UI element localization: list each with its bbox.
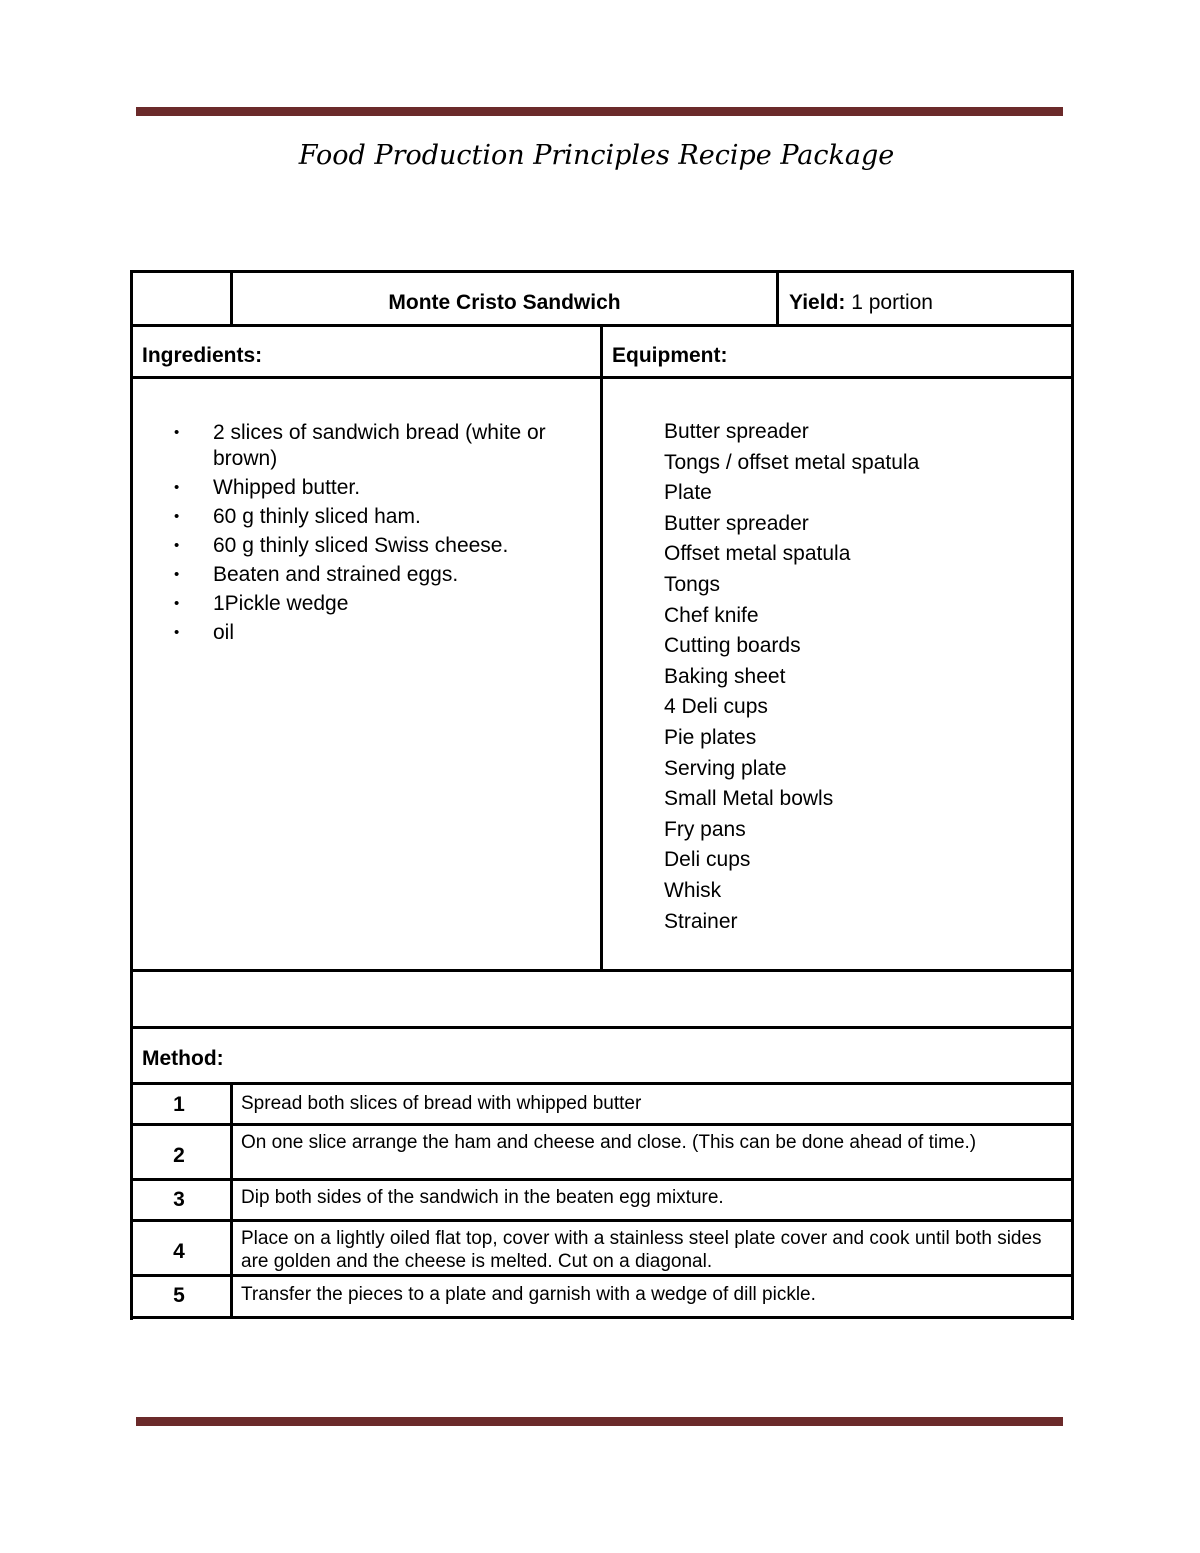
yield — [789, 291, 933, 315]
equipment-item: Serving plate — [664, 756, 787, 780]
ingredients-heading: Ingredients: — [142, 344, 263, 367]
method-step-text: Spread both slices of bread with whipped butter — [241, 1093, 642, 1114]
equipment-item: Plate — [664, 481, 712, 505]
empty-row-bottom — [130, 1026, 1074, 1029]
ingredient-item: • Whipped butter. — [174, 475, 594, 501]
method-step-text: Transfer the pieces to a plate and garnish with a wedge of dill pickle. — [241, 1284, 816, 1305]
equipment-item: Butter spreader — [664, 511, 809, 535]
equipment-item: Small Metal bowls — [664, 787, 834, 811]
table-border-right — [1071, 270, 1074, 1320]
equipment-list — [664, 420, 919, 940]
equipment-item: Cutting boards — [664, 634, 801, 658]
equipment-item: Tongs / offset metal spatula — [664, 450, 920, 474]
equipment-item: Strainer — [664, 909, 738, 933]
method-step-number: 3 — [173, 1188, 185, 1211]
method-row-divider — [130, 1123, 1074, 1126]
recipe-table — [130, 270, 1074, 1320]
method-step-text: On one slice arrange the ham and cheese and close. (This can be done ahead of time.) — [241, 1132, 977, 1153]
ingredients-list — [174, 420, 594, 649]
yield-value: 1 portion — [845, 291, 933, 314]
ingredients-equipment-divider — [600, 324, 603, 972]
equipment-heading: Equipment: — [612, 344, 728, 367]
method-row-divider — [130, 1219, 1074, 1222]
ingredient-item: • oil — [174, 620, 594, 646]
method-heading: Method: — [142, 1047, 224, 1070]
method-step-number: 1 — [173, 1093, 185, 1116]
yield-label: Yield: — [789, 291, 846, 314]
recipe-name: Monte Cristo Sandwich — [388, 291, 621, 314]
document-title: Food Production Principles Recipe Package — [298, 140, 895, 171]
equipment-item: Chef knife — [664, 603, 759, 627]
method-step-number: 4 — [173, 1240, 185, 1263]
ingredient-item: • Beaten and strained eggs. — [174, 562, 594, 588]
ingredient-item: • 1Pickle wedge — [174, 591, 594, 617]
equipment-item: Tongs — [664, 572, 721, 596]
method-step-number: 2 — [173, 1144, 185, 1167]
equipment-item: Baking sheet — [664, 664, 786, 688]
method-header-bottom — [130, 1082, 1074, 1085]
method-step-text: Place on a lightly oiled flat top, cover with a stainless steel plate cover and cook until both sides are golden and the cheese is melted. Cut on a diagonal. — [241, 1228, 1042, 1272]
equipment-item: Pie plates — [664, 725, 757, 749]
ingredient-item: • 2 slices of sandwich bread (white or brown) — [174, 420, 594, 472]
equipment-item: Whisk — [664, 878, 722, 902]
ingredient-item: • 60 g thinly sliced ham. — [174, 504, 594, 530]
table-border-top — [130, 270, 1074, 273]
method-row-divider — [130, 1178, 1074, 1181]
equipment-item: 4 Deli cups — [664, 695, 768, 719]
equipment-item: Offset metal spatula — [664, 542, 851, 566]
bottom-decorative-rule — [136, 1417, 1063, 1426]
header-divider-2 — [776, 270, 779, 327]
equipment-item: Fry pans — [664, 817, 746, 841]
method-step-number: 5 — [173, 1284, 185, 1307]
equipment-item: Deli cups — [664, 848, 751, 872]
equipment-item: Butter spreader — [664, 420, 809, 443]
method-step-text: Dip both sides of the sandwich in the beaten egg mixture. — [241, 1187, 724, 1208]
ingredient-item: • 60 g thinly sliced Swiss cheese. — [174, 533, 594, 559]
top-decorative-rule — [136, 107, 1063, 116]
method-number-divider — [230, 1082, 233, 1319]
table-border-bottom — [130, 1316, 1074, 1319]
method-row-divider — [130, 1274, 1074, 1277]
ingredients-body-bottom — [130, 969, 1074, 972]
